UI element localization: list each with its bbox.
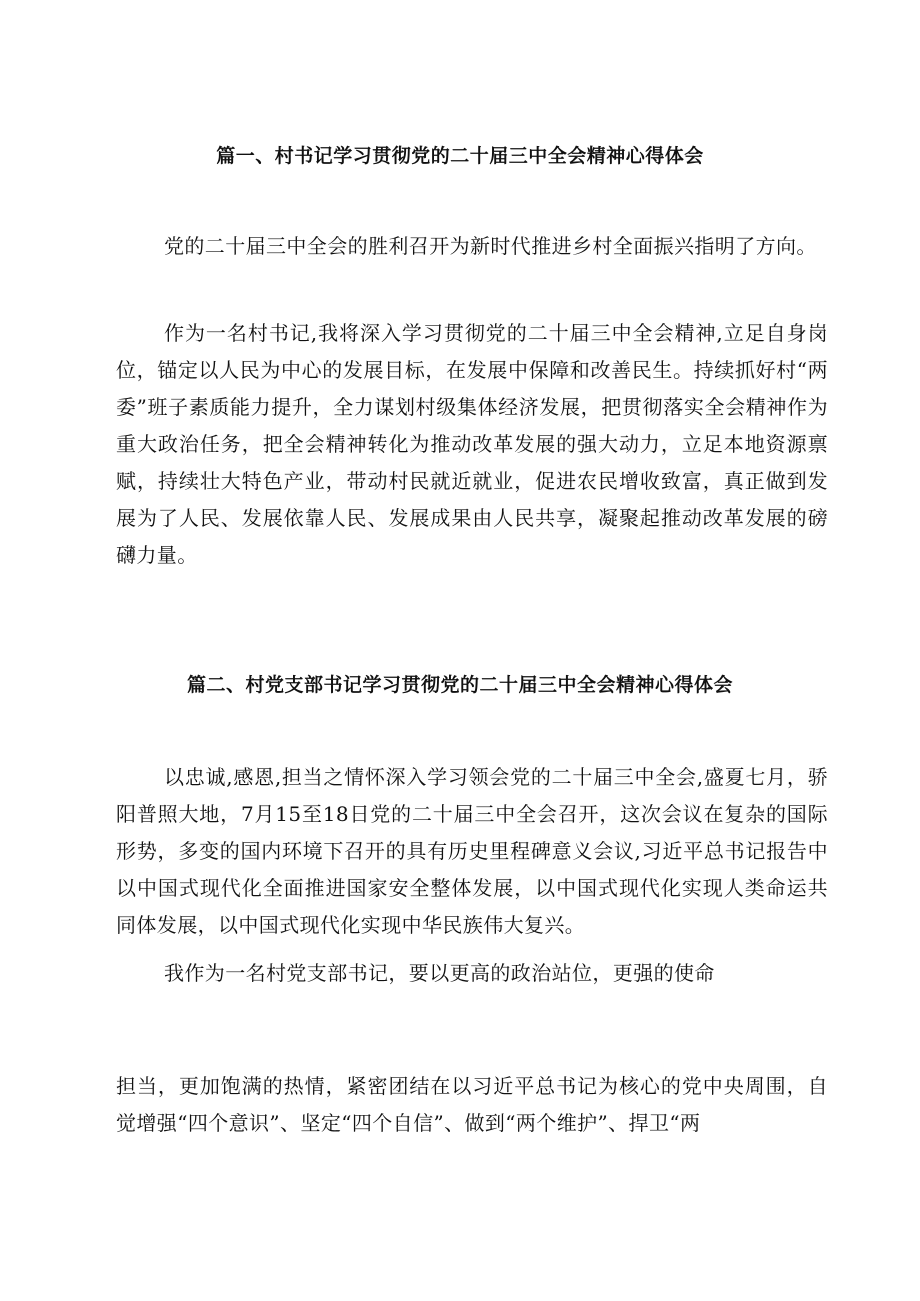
section-1-paragraph-1: 党的二十届三中全会的胜利召开为新时代推进乡村全面振兴指明了方向。: [164, 234, 817, 258]
section-1-paragraph-2: 作为一名村书记,我将深入学习贯彻党的二十届三中全会精神,立足自身岗位，锚定以人民为中心的发展目标，在发展中保障和改善民生。持续抓好村“两委”班子素质能力提升，全力谋划村级集体经济发展，把贯彻落实全会精神作为重大政治任务，把全会精神转化为推动改革发展的强大动力，立足本地资源禀赋，持续壮大特色产业，带动村民就近就业，促进农民增收致富，真正做到发展为了人民、发展依靠人民、发展成果由人民共享，凝聚起推动改革发展的磅礴力量。: [116, 321, 828, 567]
section-2-title: 篇二、村党支部书记学习贯彻党的二十届三中全会精神心得体会: [186, 674, 733, 696]
section-1-title: 篇一、村书记学习贯彻党的二十届三中全会精神心得体会: [216, 145, 704, 167]
section-2-paragraph-1: 以忠诚,感恩,担当之情怀深入学习领会党的二十届三中全会,盛夏七月，骄阳普照大地，7月15至18日党的二十届三中全会召开，这次会议在复杂的国际形势，多变的国内环境下召开的具有历史里程碑意义会议,习近平总书记报告中以中国式现代化全面推进国家安全整体发展，以中国式现代化实现人类命运共同体发展，以中国式现代化实现中华民族伟大复兴。: [116, 765, 828, 937]
section-2-paragraph-3: 担当，更加饱满的热情，紧密团结在以习近平总书记为核心的党中央周围，自觉增强“四个意识”、坚定“四个自信”、做到“两个维护”、捍卫“两: [116, 1074, 828, 1135]
section-2-paragraph-2: 我作为一名村党支部书记，要以更高的政治站位，更强的使命: [164, 961, 715, 985]
